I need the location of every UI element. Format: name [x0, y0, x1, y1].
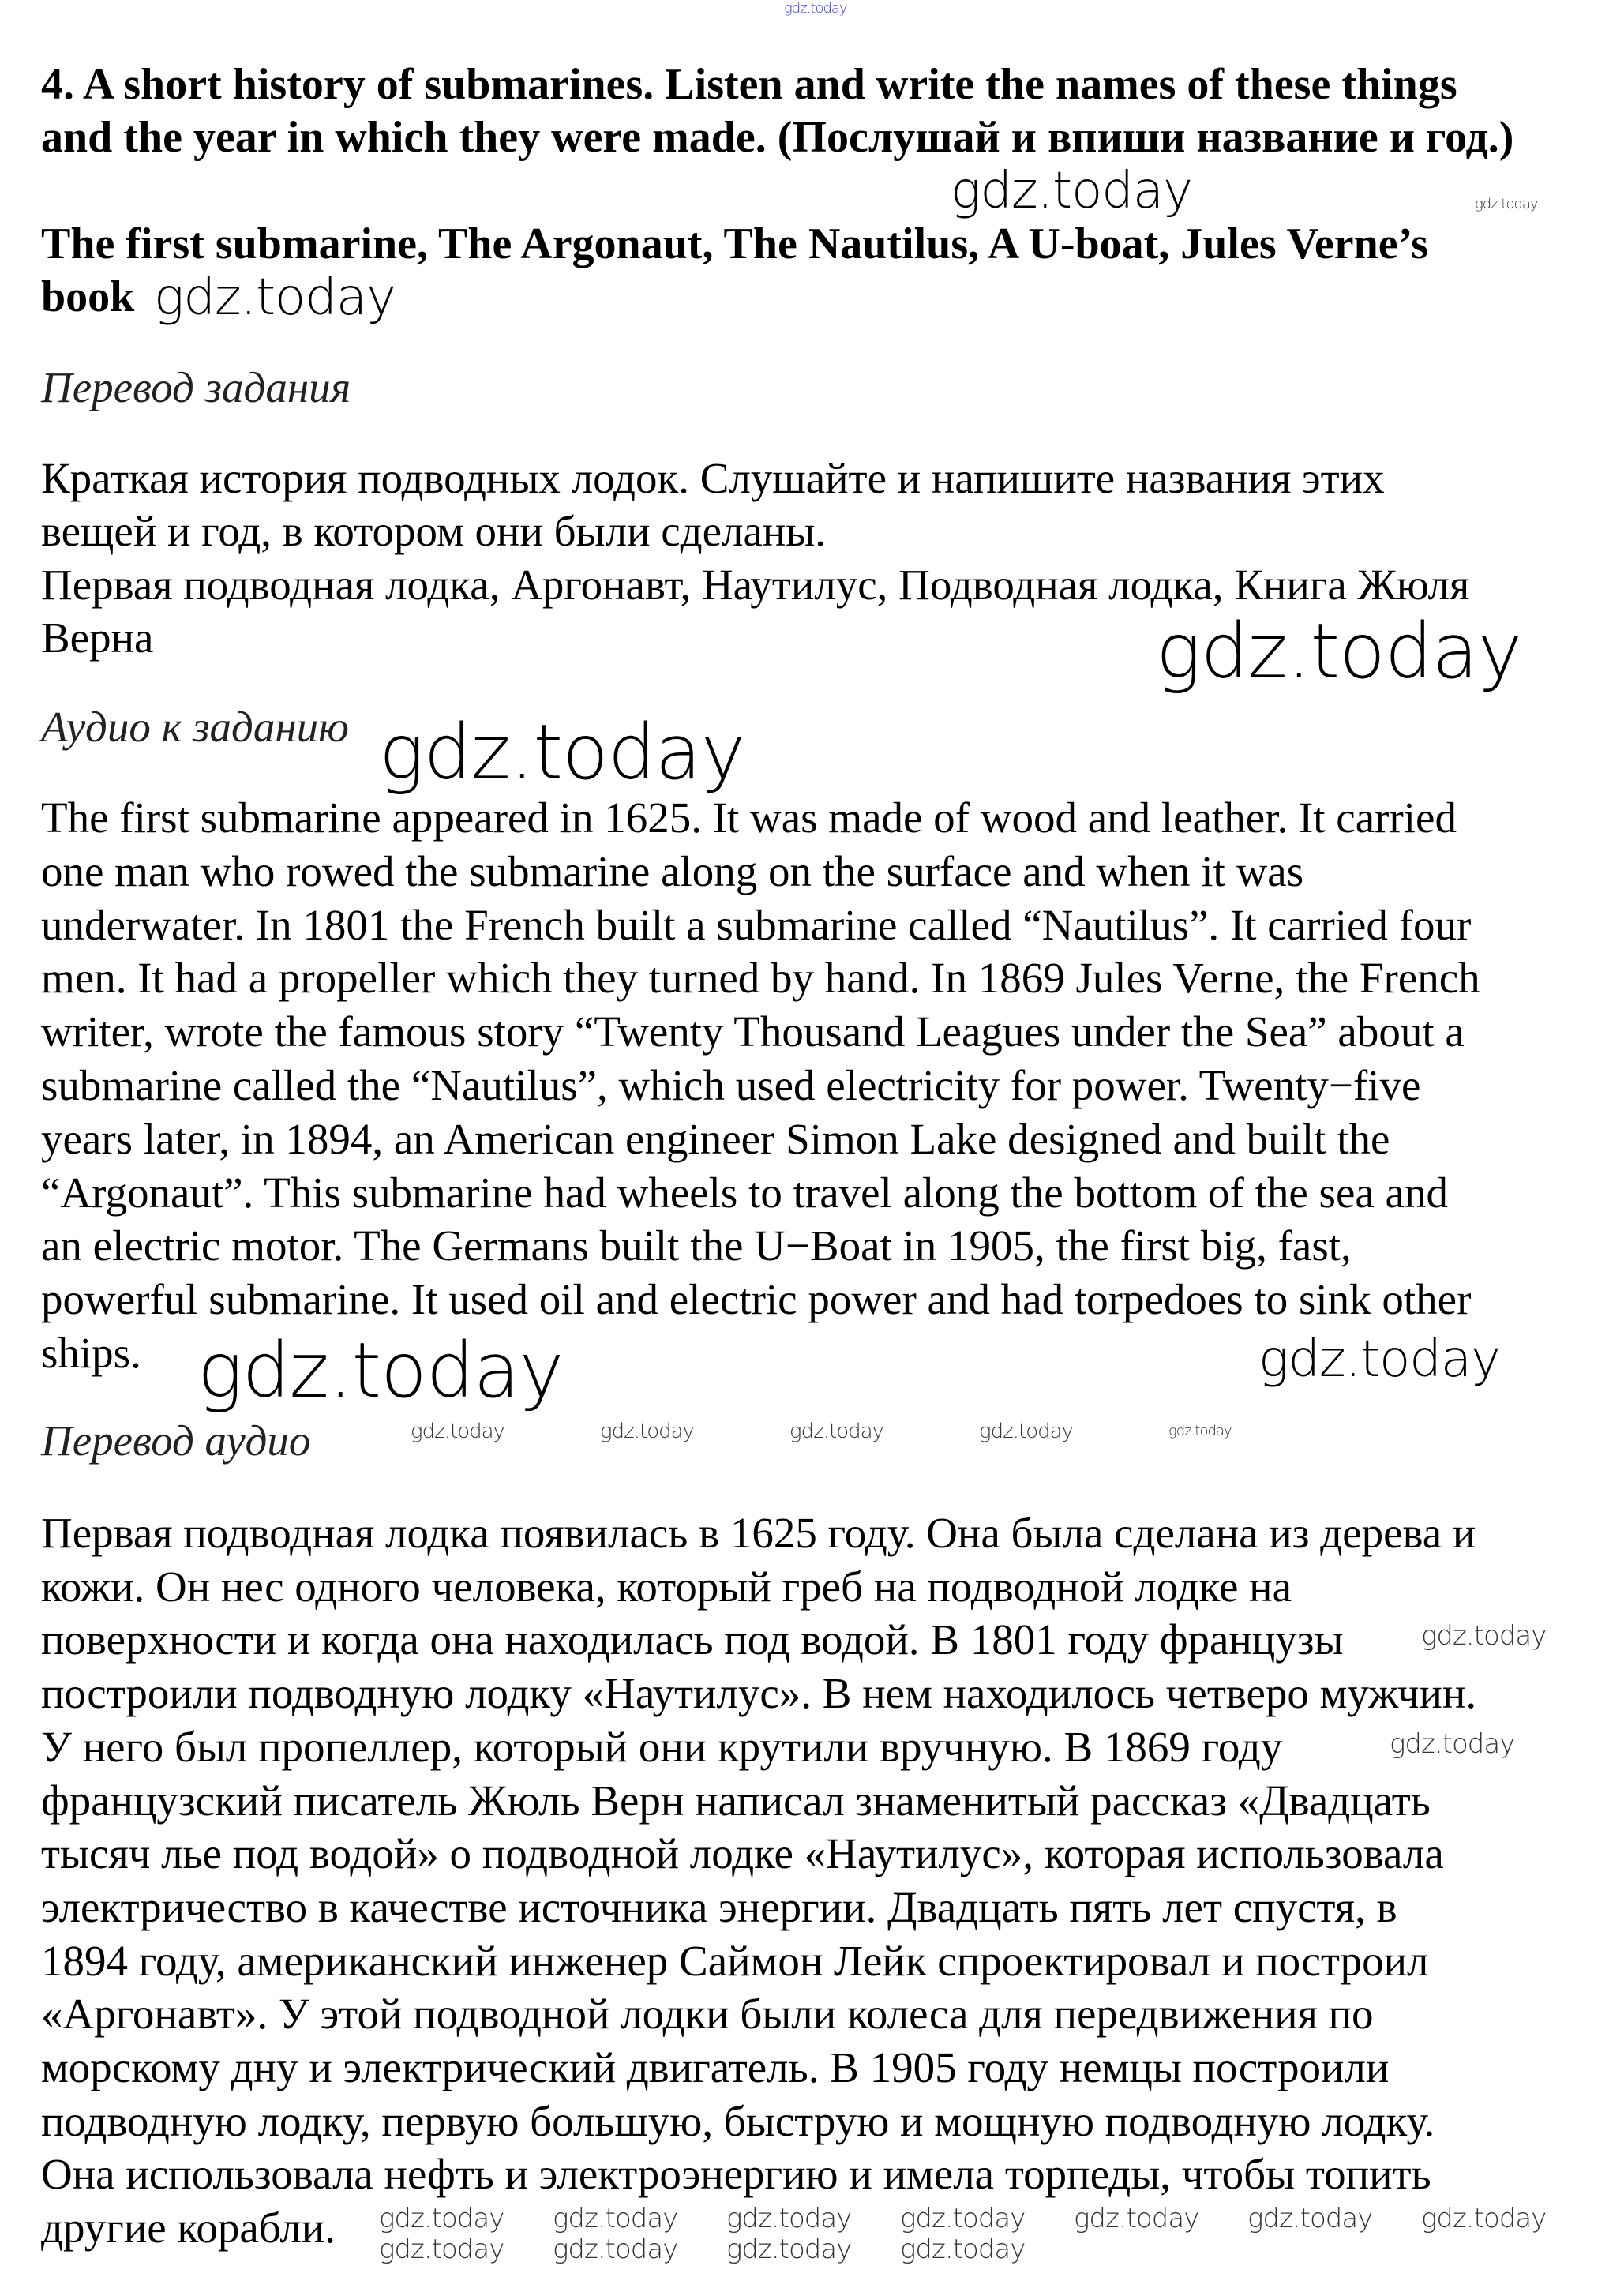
watermark: gdz.today	[553, 2203, 678, 2234]
watermark: gdz.today	[379, 708, 745, 797]
text-line: Первая подводная лодка, Аргонавт, Наутилус, Подводная лодка, Книга Жюля	[41, 561, 1470, 609]
text-line: Первая подводная лодка появилась в 1625 году. Она была сделана из дерева и	[41, 1509, 1476, 1557]
text-line: тысяч лье под водой» о подводной лодке «Наутилус», которая использовала	[41, 1829, 1444, 1877]
text-line: writer, wrote the famous story “Twenty Thousand Leagues under the Sea” about a	[41, 1007, 1465, 1056]
watermark: gdz.today	[1156, 607, 1522, 696]
text-line: вещей и год, в котором они были сделаны.	[41, 507, 827, 555]
watermark: gdz.today	[411, 1420, 504, 1443]
text-line: powerful submarine. It used oil and electric power and had torpedoes to sink other	[41, 1275, 1472, 1323]
task-title-line: 4. A short history of submarines. Listen and write the names of these things	[41, 60, 1457, 109]
watermark: gdz.today	[1475, 196, 1538, 212]
text-line: Она использовала нефть и электроэнергию и имела торпеды, чтобы топить	[41, 2150, 1431, 2198]
text-line: years later, in 1894, an American engineer Simon Lake designed and built the	[41, 1115, 1390, 1163]
text-line: электричество в качестве источника энергии. Двадцать пять лет спустя, в	[41, 1883, 1397, 1931]
watermark: gdz.today	[1074, 2203, 1199, 2234]
text-line: другие корабли.	[41, 2204, 336, 2252]
text-line: men. It had a propeller which they turned by hand. In 1869 Jules Verne, the French	[41, 954, 1480, 1002]
text-line: французский писатель Жюль Верн написал знаменитый рассказ «Двадцать	[41, 1776, 1431, 1825]
text-line: Краткая история подводных лодок. Слушайте и напишите названия этих	[41, 454, 1385, 502]
watermark: gdz.today	[1421, 1620, 1547, 1652]
text-line: The first submarine appeared in 1625. It was made of wood and leather. It carried	[41, 793, 1457, 842]
text-line: “Argonaut”. This submarine had wheels to travel along the bottom of the sea and	[41, 1169, 1448, 1217]
watermark: gdz.today	[1390, 1728, 1515, 1760]
text-line: submarine called the “Nautilus”, which used electricity for power. Twenty−five	[41, 1061, 1421, 1109]
watermark: gdz.today	[553, 2234, 678, 2265]
audio-heading: Аудио к заданию	[41, 703, 349, 751]
watermark: gdz.today	[154, 268, 396, 327]
watermark: gdz.today	[1168, 1423, 1232, 1439]
text-line: an electric motor. The Germans built the U−Boat in 1905, the first big, fast,	[41, 1221, 1352, 1270]
watermark: gdz.today	[1258, 1330, 1500, 1389]
text-line: Верна	[41, 613, 154, 662]
text-line: «Аргонавт». У этой подводной лодки были колеса для передвижения по	[41, 1990, 1374, 2038]
watermark: gdz.today	[726, 2234, 852, 2265]
task-title-line: and the year in which they were made. (Послушай и впиши название и год.)	[41, 113, 1514, 162]
watermark: gdz.today	[1421, 2203, 1547, 2234]
watermark: gdz.today	[600, 1420, 694, 1443]
watermark: gdz.today	[1247, 2203, 1373, 2234]
text-line: морскому дну и электрический двигатель. В 1905 году немцы построили	[41, 2043, 1390, 2091]
watermark: gdz.today	[900, 2203, 1026, 2234]
task-items-line: The first submarine, The Argonaut, The Nautilus, A U-boat, Jules Verne’s	[41, 219, 1428, 268]
text-line: кожи. Он нес одного человека, который греб на подводной лодке на	[41, 1562, 1292, 1611]
watermark: gdz.today	[379, 2203, 504, 2234]
watermark: gdz.today	[951, 162, 1192, 220]
text-line: 1894 году, американский инженер Саймон Лейк спроектировал и построил	[41, 1937, 1429, 1985]
text-line: underwater. In 1801 the French built a submarine called “Nautilus”. It carried four	[41, 901, 1472, 949]
text-line: У него был пропеллер, который они крутили вручную. В 1869 году	[41, 1723, 1283, 1771]
watermark: gdz.today	[979, 1420, 1073, 1443]
text-line: подводную лодку, первую большую, быструю и мощную подводную лодку.	[41, 2097, 1435, 2145]
text-line: ships.	[41, 1329, 141, 1377]
task-items-line: book	[41, 272, 135, 321]
watermark: gdz.today	[197, 1326, 564, 1415]
watermark: gdz.today	[726, 2203, 852, 2234]
watermark: gdz.today	[900, 2234, 1026, 2265]
text-line: построили подводную лодку «Наутилус». В нем находилось четверо мужчин.	[41, 1669, 1477, 1717]
text-line: поверхности и когда она находилась под водой. В 1801 году французы	[41, 1615, 1344, 1664]
watermark: gdz.today	[789, 1420, 883, 1443]
text-line: one man who rowed the submarine along on the surface and when it was	[41, 847, 1304, 895]
audio-translation-heading: Перевод аудио	[41, 1416, 311, 1465]
task-translation-heading: Перевод задания	[41, 363, 351, 411]
watermark: gdz.today	[784, 0, 847, 17]
watermark: gdz.today	[379, 2234, 504, 2265]
